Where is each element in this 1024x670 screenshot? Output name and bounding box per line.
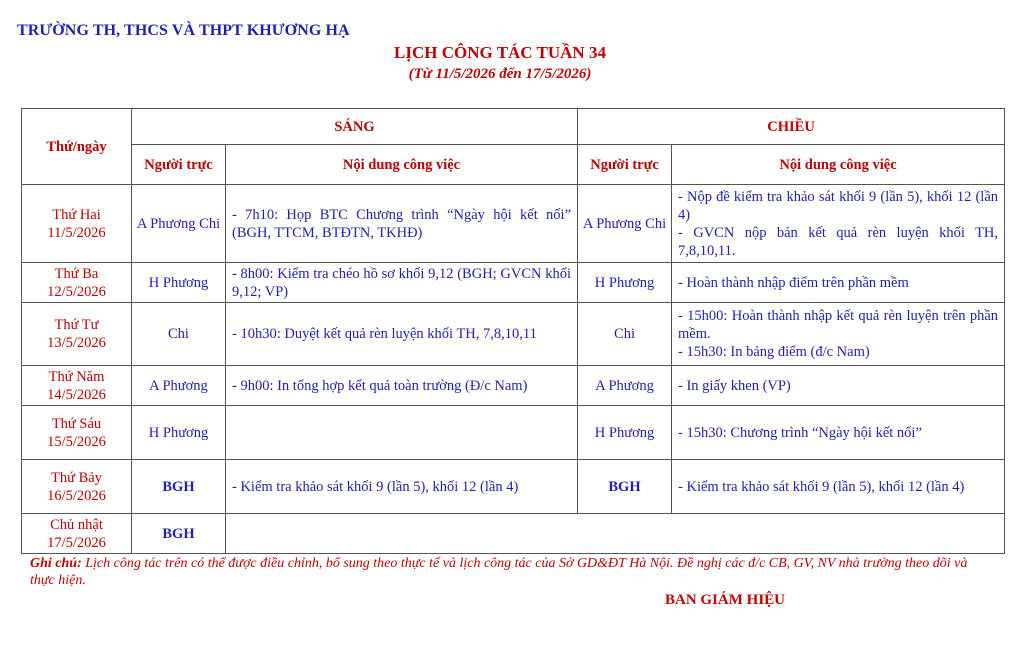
school-name: TRƯỜNG TH, THCS VÀ THPT KHƯƠNG HẠ [17, 22, 350, 39]
am-duty-person: BGH [132, 460, 226, 514]
footnote-text: Lịch công tác trên có thể được điều chỉnh, bổ sung theo thực tế và lịch công tác của Sở GD&ĐT Hà Nội. Đề nghị các đ/c CB, GV, NV nhà trường theo dõi và thực hiện. [30, 556, 968, 588]
day-cell [22, 263, 132, 303]
pm-task-line: - 15h30: In bảng điểm (đ/c Nam) [678, 344, 870, 360]
header-am-content: Nội dung công việc [226, 145, 578, 185]
pm-task [672, 366, 1005, 406]
table-subheader-row [22, 145, 1005, 185]
day-date: 14/5/2026 [47, 386, 106, 403]
am-duty-person: A Phương Chi [132, 185, 226, 263]
day-name: Thứ Hai [52, 206, 101, 223]
day-cell [22, 185, 132, 263]
am-task: - 9h00: In tổng hợp kết quả toàn trường (Đ/c Nam) [226, 366, 578, 406]
pm-duty-person: H Phương [578, 263, 672, 303]
header-pm-content: Nội dung công việc [672, 145, 1005, 185]
pm-duty-person: H Phương [578, 406, 672, 460]
pm-task-line: - Nộp đề kiểm tra khảo sát khối 9 (lần 5), khối 12 (lần 4) [678, 188, 999, 223]
day-date: 12/5/2026 [47, 283, 106, 300]
pm-task-line: - GVCN nộp bản kết quả rèn luyện khối TH, 7,8,10,11. [678, 224, 999, 259]
pm-task [672, 460, 1005, 514]
day-date: 16/5/2026 [47, 487, 106, 504]
table-row [22, 514, 1005, 554]
am-task: - 10h30: Duyệt kết quả rèn luyện khối TH, 7,8,10,11 [226, 303, 578, 366]
pm-task [672, 406, 1005, 460]
schedule-title: LỊCH CÔNG TÁC TUẦN 34 [394, 43, 606, 62]
header-morning: SÁNG [132, 109, 578, 145]
am-task [226, 406, 578, 460]
table-row [22, 303, 1005, 366]
header-afternoon: CHIỀU [578, 109, 1005, 145]
pm-duty-person: BGH [578, 460, 672, 514]
signature: BAN GIÁM HIỆU [665, 592, 786, 608]
day-cell [22, 514, 132, 554]
pm-task-line: - Kiểm tra khảo sát khối 9 (lần 5), khối 12 (lần 4) [678, 478, 965, 495]
pm-duty-person: Chi [578, 303, 672, 366]
am-duty-person: A Phương [132, 366, 226, 406]
footnote-label: Ghi chú: [30, 556, 82, 571]
am-duty-person: BGH [132, 514, 226, 554]
day-name: Thứ Bảy [51, 469, 102, 486]
table-row [22, 185, 1005, 263]
pm-task [672, 185, 1005, 263]
day-cell [22, 460, 132, 514]
day-date: 13/5/2026 [47, 335, 106, 351]
am-duty-person: Chi [132, 303, 226, 366]
pm-duty-person: A Phương Chi [578, 185, 672, 263]
schedule-date-range: (Từ 11/5/2026 đến 17/5/2026) [408, 66, 592, 82]
header-am-duty: Người trực [132, 145, 226, 185]
pm-task-line: - Hoàn thành nhập điểm trên phần mềm [678, 274, 909, 291]
day-date: 15/5/2026 [47, 433, 106, 450]
day-cell [22, 406, 132, 460]
day-cell [22, 303, 132, 366]
am-duty-person: H Phương [132, 263, 226, 303]
table-row [22, 460, 1005, 514]
table-row [22, 263, 1005, 303]
pm-task-line: - 15h00: Hoàn thành nhập kết quả rèn luyện trên phần mềm. [678, 308, 999, 342]
pm-task-line: - In giấy khen (VP) [678, 377, 791, 394]
header-pm-duty: Người trực [578, 145, 672, 185]
day-name: Thứ Năm [48, 368, 105, 385]
pm-task [672, 303, 1005, 366]
am-duty-person: H Phương [132, 406, 226, 460]
day-name: Chủ nhật [50, 516, 103, 533]
pm-task [672, 263, 1005, 303]
table-row [22, 366, 1005, 406]
day-date: 11/5/2026 [47, 224, 106, 241]
am-task: - 7h10: Họp BTC Chương trình “Ngày hội kết nối” (BGH, TTCM, BTĐTN, TKHĐ) [226, 185, 578, 263]
weekly-schedule-table [21, 108, 1005, 554]
pm-duty-person: A Phương [578, 366, 672, 406]
am-task: - Kiểm tra khảo sát khối 9 (lần 5), khối 12 (lần 4) [226, 460, 578, 514]
day-cell [22, 366, 132, 406]
day-date: 17/5/2026 [47, 534, 106, 551]
sunday-empty-cell [226, 514, 1005, 554]
day-name: Thứ Sáu [51, 415, 102, 432]
day-name: Thứ Tư [54, 317, 99, 333]
pm-task-line: - 15h30: Chương trình “Ngày hội kết nối” [678, 424, 922, 441]
header-day: Thứ/ngày [22, 109, 132, 185]
footnote [30, 555, 990, 589]
day-name: Thứ Ba [54, 265, 99, 282]
am-task: - 8h00: Kiểm tra chéo hồ sơ khối 9,12 (BGH; GVCN khối 9,12; VP) [226, 263, 578, 303]
table-header-row [22, 109, 1005, 145]
table-row [22, 406, 1005, 460]
